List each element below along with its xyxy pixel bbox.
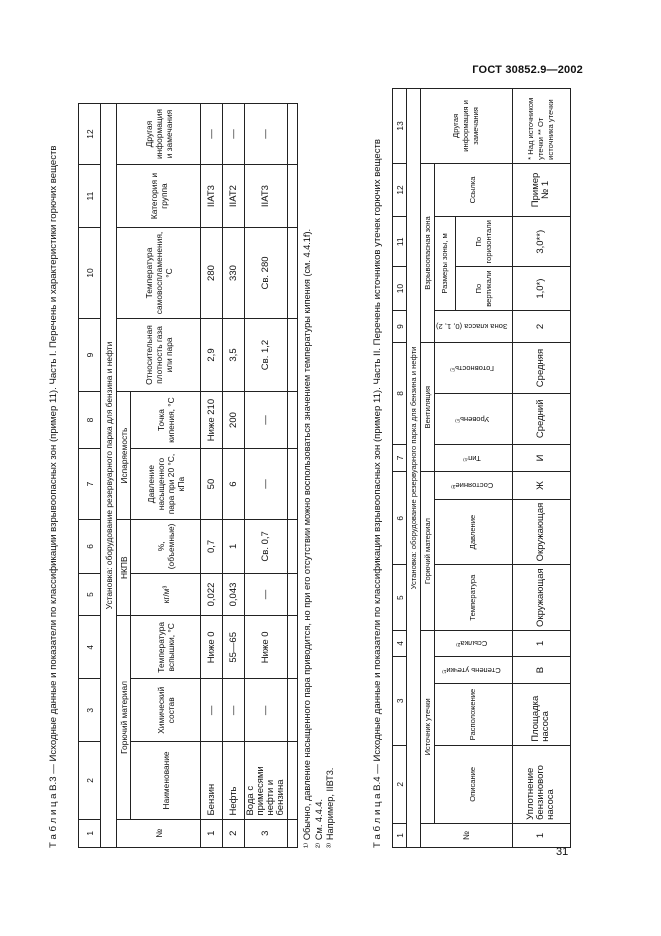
header-horizontal: По горизонтали bbox=[455, 217, 512, 267]
cell: 0,7 bbox=[201, 520, 223, 574]
table-row bbox=[223, 104, 245, 848]
cell: 200 bbox=[223, 392, 245, 449]
header-flash: Температура вспышки, °С bbox=[131, 616, 201, 679]
header-state bbox=[435, 472, 513, 500]
group-zone: Взрывоопасная зона bbox=[421, 163, 435, 342]
header-readiness bbox=[435, 343, 513, 394]
cell: И bbox=[512, 444, 570, 472]
installation-row: Установка: оборудование резервуарного парка для бензина и нефти bbox=[101, 104, 117, 848]
colnum: 2 bbox=[393, 745, 407, 823]
cell: Пример № 1 bbox=[512, 163, 570, 216]
header-boiling: Точка кипения, °С bbox=[131, 392, 201, 449]
table-row bbox=[512, 89, 570, 848]
header-autoign: Температура самовоспламенения, °С bbox=[117, 228, 201, 319]
colnum: 8 bbox=[393, 343, 407, 445]
colnum: 1 bbox=[79, 819, 101, 847]
header-description: Описание bbox=[435, 745, 513, 823]
colnum: 3 bbox=[393, 656, 407, 745]
cell: — bbox=[223, 104, 245, 165]
group-material: Горючий материал bbox=[421, 472, 435, 631]
cell: Ниже 210 bbox=[201, 392, 223, 449]
cell: 1 bbox=[223, 520, 245, 574]
installation-row: Установка: оборудование резервуарного парка для бензина и нефти bbox=[407, 89, 421, 848]
cell: 3,0**) bbox=[512, 217, 570, 267]
cell: Ж bbox=[512, 472, 570, 500]
header-category: Категория и группа bbox=[117, 165, 201, 228]
cell: 1,0*) bbox=[512, 267, 570, 310]
cell: * Над источником утечки ** От источника утечки bbox=[512, 89, 570, 164]
colnum: 12 bbox=[79, 104, 101, 165]
cell: Средняя bbox=[512, 343, 570, 394]
colnum: 10 bbox=[79, 228, 101, 319]
colnum: 13 bbox=[393, 89, 407, 164]
cell: 1 bbox=[512, 823, 570, 847]
colnum: 7 bbox=[393, 444, 407, 472]
level-label: Уровень⁵⁾ bbox=[454, 414, 489, 424]
header-other: Другая информация и замечания bbox=[421, 89, 513, 164]
cell: 55—65 bbox=[223, 616, 245, 679]
cell: 2,9 bbox=[201, 318, 223, 391]
header-type bbox=[435, 444, 513, 472]
header-other: Другая информация и замечания bbox=[117, 104, 201, 165]
colnum: 6 bbox=[79, 520, 101, 574]
cell: Нефть bbox=[223, 742, 245, 819]
state-label: Состояние³⁾ bbox=[450, 481, 493, 491]
colnum: 4 bbox=[393, 630, 407, 656]
colnum: 7 bbox=[79, 448, 101, 519]
colnum: 5 bbox=[79, 573, 101, 616]
footnote: ²⁾ См. 4.4.4. bbox=[313, 799, 324, 848]
cell: — bbox=[245, 104, 288, 165]
cell: 1 bbox=[512, 630, 570, 656]
type-label: Тип⁴⁾ bbox=[462, 453, 481, 463]
group-source: Источник утечки bbox=[421, 630, 435, 823]
cell: — bbox=[201, 679, 223, 742]
header-location: Расположение bbox=[435, 684, 513, 745]
cell: Окружающая bbox=[512, 499, 570, 565]
colnum: 11 bbox=[393, 217, 407, 267]
colnum: 10 bbox=[393, 267, 407, 310]
cell: Св. 1,2 bbox=[245, 318, 288, 391]
colnum: 9 bbox=[79, 318, 101, 391]
colnum: 1 bbox=[393, 823, 407, 847]
cell: Бензин bbox=[201, 742, 223, 819]
header-level bbox=[435, 393, 513, 444]
cell: 330 bbox=[223, 228, 245, 319]
header-zone-ref: Ссылка bbox=[435, 163, 513, 216]
cell: Ниже 0 bbox=[201, 616, 223, 679]
cell: 3 bbox=[245, 819, 288, 847]
header-rel-density: Относительная плотность газа или пара bbox=[117, 318, 201, 391]
colnum: 8 bbox=[79, 392, 101, 449]
colnum: 12 bbox=[393, 163, 407, 216]
cell: Площадка насоса bbox=[512, 684, 570, 745]
footnote: ³⁾ Например, IIВТ3. bbox=[325, 767, 335, 848]
header-vapor-pressure: Давление насыщенного пара при 20 °С, кПа bbox=[131, 448, 201, 519]
header-vol-pct: %, (объемные) bbox=[131, 520, 201, 574]
header-ref bbox=[435, 630, 513, 656]
table-b4-block bbox=[372, 88, 587, 848]
zone-class-label: Зона класса (0, 1, 2) bbox=[436, 322, 508, 332]
cell: — bbox=[245, 679, 288, 742]
header-chem: Химический состав bbox=[131, 679, 201, 742]
table-b3-notes bbox=[302, 103, 337, 848]
colnum: 9 bbox=[393, 310, 407, 342]
cell: — bbox=[245, 448, 288, 519]
cell: — bbox=[223, 679, 245, 742]
group-nkpv: НКПВ bbox=[117, 520, 131, 616]
page-number: 31 bbox=[556, 846, 569, 858]
table-row bbox=[201, 104, 223, 848]
cell: — bbox=[245, 392, 288, 449]
table-b4-colnums bbox=[393, 89, 407, 848]
table-row bbox=[245, 104, 288, 848]
release-grade-label: Степень утечки¹⁾ bbox=[442, 666, 502, 676]
header-zone-class bbox=[435, 310, 513, 342]
cell: Окружающая bbox=[512, 565, 570, 631]
table-b3-colnums bbox=[79, 104, 101, 848]
colnum: 6 bbox=[393, 472, 407, 565]
group-sizes: Размеры зоны, м bbox=[435, 217, 456, 311]
table-b4-caption: Т а б л и ц а В.4 — Исходные данные и показатели по классификации взрывоопасных зон (пример 11). Часть II. Перечень источников утечек горючих веществ bbox=[372, 139, 383, 848]
header-pressure: Давление bbox=[435, 499, 513, 565]
cell: 2 bbox=[512, 310, 570, 342]
group-ventilation: Вентиляция bbox=[421, 343, 435, 472]
cell: IIAT2 bbox=[223, 165, 245, 228]
cell: Св. 280 bbox=[245, 228, 288, 319]
group-combustible: Горючий материал bbox=[117, 616, 131, 819]
table-b3 bbox=[78, 103, 298, 848]
header-vertical: По вертикали bbox=[455, 267, 512, 310]
cell: IIAT3 bbox=[245, 165, 288, 228]
cell: — bbox=[245, 573, 288, 616]
document-code: ГОСТ 30852.9—2002 bbox=[472, 64, 583, 76]
footnote: ¹⁾ Обычно, давление насыщенного пара приводится, но при его отсутствии можно воспользоваться значением температуры кипения (см. 4.4.1f). bbox=[302, 228, 312, 848]
group-volatility: Испаряемость bbox=[117, 392, 131, 520]
colnum: 5 bbox=[393, 565, 407, 631]
ref-label: Ссылка²⁾ bbox=[456, 639, 488, 649]
cell: В bbox=[512, 656, 570, 684]
header-kgm3: кг/м³ bbox=[131, 573, 201, 616]
cell: Ниже 0 bbox=[245, 616, 288, 679]
header-temperature: Температура bbox=[435, 565, 513, 631]
cell: Средний bbox=[512, 393, 570, 444]
cell: 6 bbox=[223, 448, 245, 519]
cell: 280 bbox=[201, 228, 223, 319]
table-b3-block bbox=[48, 103, 348, 848]
header-release-grade bbox=[435, 656, 513, 684]
cell: Уплотнение бензинового насоса bbox=[512, 745, 570, 823]
header-no: № bbox=[421, 823, 513, 847]
table-b4 bbox=[392, 88, 571, 848]
cell: Св. 0,7 bbox=[245, 520, 288, 574]
cell: 2 bbox=[223, 819, 245, 847]
cell: — bbox=[201, 104, 223, 165]
header-name: Наименование bbox=[131, 742, 201, 819]
cell: Вода с примесями нефти и бензина bbox=[245, 742, 288, 819]
cell: 0,022 bbox=[201, 573, 223, 616]
table-b3-caption: Т а б л и ц а В.3 — Исходные данные и показатели по классификации взрывоопасных зон (пример 11). Часть I. Перечень и характеристики горючих веществ bbox=[48, 145, 59, 848]
cell: 0,043 bbox=[223, 573, 245, 616]
header-no: № bbox=[117, 819, 201, 847]
cell: IIAT3 bbox=[201, 165, 223, 228]
cell: 3,5 bbox=[223, 318, 245, 391]
cell: 50 bbox=[201, 448, 223, 519]
cell: 1 bbox=[201, 819, 223, 847]
readiness-label: Готовность⁵⁾ bbox=[449, 364, 494, 374]
colnum: 3 bbox=[79, 679, 101, 742]
colnum: 4 bbox=[79, 616, 101, 679]
colnum: 2 bbox=[79, 742, 101, 819]
colnum: 11 bbox=[79, 165, 101, 228]
